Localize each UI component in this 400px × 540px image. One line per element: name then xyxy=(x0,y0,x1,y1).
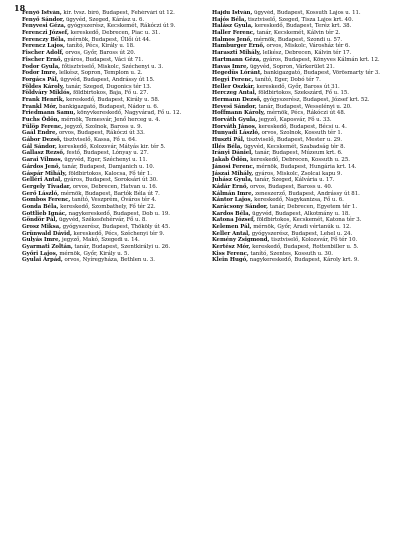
directory-entry xyxy=(22,90,202,96)
entry-detail: földbirtokos, Kecskemét, Katona tér 3. xyxy=(256,217,362,224)
entry-detail: orvos, Szolnok, Kossuth tér 1. xyxy=(261,130,343,137)
entry-detail: lelkész, Debrecen, Kálvin tér 17. xyxy=(262,50,352,57)
entry-detail: mérnök, Budapest, Bartók Béla út 7. xyxy=(60,190,160,197)
entry-name: Fenyő István, xyxy=(22,10,62,16)
entry-detail: kereskedő, Budapest, Király u. 58. xyxy=(65,96,160,103)
entry-name: Gerő László, xyxy=(22,190,60,197)
directory-entry xyxy=(212,77,392,83)
entry-detail: bankigazgató, Budapest, Vörösmarty tér 3. xyxy=(263,70,380,77)
directory-entry xyxy=(22,164,202,170)
entry-name: Horváth Gyula, xyxy=(212,117,258,123)
directory-entry xyxy=(212,57,392,63)
entry-name: Hamburger Ernő, xyxy=(212,43,265,50)
directory-entry xyxy=(212,117,392,123)
directory-entry xyxy=(212,97,392,103)
entry-name: Fischer Ernő, xyxy=(22,56,63,63)
entry-name: Hevesi Sándor, xyxy=(212,103,257,110)
directory-entry xyxy=(212,130,392,136)
page-number: 18 xyxy=(14,3,26,13)
entry-name: Fodor Imre, xyxy=(22,70,58,77)
entry-name: Juhász Gyula, xyxy=(212,177,253,184)
entry-name: Forgács Pál, xyxy=(22,76,59,83)
directory-entry xyxy=(22,23,202,29)
entry-name: Jakab Ödön, xyxy=(212,157,249,164)
entry-name: Halmos Jenő, xyxy=(212,36,252,43)
entry-detail: jegyző, Makó, Szegedi u. 14. xyxy=(61,237,140,244)
entry-name: Frank Henrik, xyxy=(22,96,65,103)
entry-detail: gyáros, Budapest, Váci út 71. xyxy=(64,56,144,63)
entry-name: Heller Oszkár, xyxy=(212,83,255,90)
entry-detail: lelkész, Sopron, Templom u. 2. xyxy=(59,70,143,77)
entry-name: Gyulai Árpád, xyxy=(22,257,63,264)
entry-name: Husztí Pál, xyxy=(212,137,245,144)
directory-entry xyxy=(22,57,202,63)
entry-name: Földes Károly, xyxy=(22,83,65,90)
directory-entry xyxy=(212,204,392,210)
directory-entry xyxy=(212,104,392,110)
entry-detail: gyáros, Miskolc, Zsolcai kapu 9. xyxy=(254,170,343,177)
entry-name: Ferenczy Béla, xyxy=(22,36,66,43)
directory-entry xyxy=(22,84,202,90)
entry-name: Gáspár Mihály, xyxy=(22,170,67,177)
directory-entry xyxy=(22,184,202,190)
directory-entry xyxy=(22,237,202,243)
directory-entry xyxy=(212,64,392,70)
entry-name: Földváry Miklós, xyxy=(22,90,72,97)
entry-name: Fülöp Ferenc, xyxy=(22,123,63,130)
entry-name: Hermann Dezső, xyxy=(212,96,262,103)
entry-detail: gyógyszerész, Kecskemét, Rákóczi út 9. xyxy=(67,23,176,30)
entry-detail: mérnök, Budapest, Szondi u. 57. xyxy=(253,36,343,43)
entry-detail: mérnök, Budapest, Hungária krt. 14. xyxy=(256,163,357,170)
entry-detail: tanár, Budapest, Wesselényi u. 20. xyxy=(258,103,352,110)
entry-detail: tanár, Debrecen, Egyetem tér 1. xyxy=(269,203,358,210)
entry-detail: gyáros, Budapest, Soroksári út 30. xyxy=(63,177,158,184)
entry-detail: kereskedő, Szombathely, Fő tér 22. xyxy=(60,203,156,210)
directory-entry xyxy=(22,150,202,156)
entry-name: Fischer Adolf, xyxy=(22,50,64,57)
entry-detail: földbirtokos, Szekszárd, Fő u. 15. xyxy=(258,90,349,97)
directory-entry xyxy=(212,30,392,36)
entry-detail: orvos, Miskolc, Városház tér 6. xyxy=(266,43,351,50)
entry-name: Jászai Mihály, xyxy=(212,170,254,177)
entry-name: Havas Imre, xyxy=(212,63,249,70)
entry-name: Hajdu István, xyxy=(212,10,253,16)
entry-name: Haller Ferenc, xyxy=(212,30,255,37)
entry-name: Gál Sándor, xyxy=(22,143,57,150)
directory-entry xyxy=(22,77,202,83)
entry-detail: bankigazgató, Budapest, Nádor u. 6. xyxy=(59,103,159,110)
entry-detail: gyógyszerész, Budapest, József krt. 52. xyxy=(263,96,370,103)
entry-name: Illés Béla, xyxy=(212,143,243,150)
entry-detail: gyógyszerész, Budapest, Lehel u. 24. xyxy=(251,230,353,237)
entry-name: Kálmán Imre, xyxy=(212,190,254,197)
entry-name: Jánosi Ferenc, xyxy=(212,163,255,170)
entry-detail: tisztviselő, Kassa, Fő u. 64. xyxy=(63,137,137,144)
right-column xyxy=(212,10,392,532)
entry-name: Gábor Dezső, xyxy=(22,137,62,144)
entry-name: Halász Gyula, xyxy=(212,23,253,30)
entry-detail: orvos, Budapest, Rákóczi út 33. xyxy=(58,130,145,137)
entry-detail: jegyző, Szolnok, Baross u. 9. xyxy=(64,123,143,130)
directory-entry xyxy=(212,84,392,90)
entry-detail: gyógyszerész, Budapest, Thököly út 45. xyxy=(62,224,171,230)
entry-name: Hegedüs Lóránt, xyxy=(212,70,263,77)
entry-detail: gyáros, Budapest, Könyves Kálmán krt. 12. xyxy=(262,56,380,63)
entry-detail: tisztviselő, Szeged, Tisza Lajos krt. 40. xyxy=(247,16,354,23)
entry-detail: orvos, Debrecen, Hatvan u. 16. xyxy=(72,183,158,190)
entry-name: Gombos Ferenc, xyxy=(22,197,71,204)
directory-entry xyxy=(212,70,392,76)
directory-entry xyxy=(22,64,202,70)
directory-entry xyxy=(212,197,392,203)
entry-detail: ügyvéd, Budapest, Kossuth Lajos u. 11. xyxy=(254,10,361,16)
entry-detail: kir. tvsz. bíró, Budapest, Fehérvári út 12. xyxy=(63,10,175,16)
directory-entry xyxy=(212,217,392,223)
directory-entry xyxy=(212,237,392,243)
entry-name: Hegyi Ferenc, xyxy=(212,76,254,83)
entry-detail: tanító, Veszprém, Óváros tér 4. xyxy=(71,197,157,204)
entry-detail: kereskedő, Budapest, Bécsi u. 4. xyxy=(258,123,347,130)
entry-detail: kereskedő, Nagykanizsa, Fő u. 6. xyxy=(254,197,344,204)
entry-detail: kereskedő, Budapest, Teréz krt. 38. xyxy=(254,23,352,30)
entry-detail: mérnök, Budapest, Üllői út 44. xyxy=(67,36,151,43)
directory-entry xyxy=(212,150,392,156)
directory-entry xyxy=(22,197,202,203)
directory-entry xyxy=(212,191,392,197)
entry-detail: festő, Budapest, Lónyay u. 27. xyxy=(66,150,149,157)
entry-detail: tanár, Budapest, Szentkirályi u. 26. xyxy=(74,244,171,251)
directory-entry xyxy=(212,10,392,16)
directory-entry xyxy=(212,211,392,217)
entry-name: Gergely Tivadar, xyxy=(22,183,72,190)
entry-detail: tanár, Szeged, Kálvária u. 17. xyxy=(254,177,335,184)
directory-entry xyxy=(212,157,392,163)
entry-detail: mérnök, Pécs, Rákóczi út 48. xyxy=(266,110,346,117)
entry-detail: mérnök, Győr, Király u. 5. xyxy=(59,250,130,257)
entry-detail: nagykereskedő, Budapest, Károly krt. 9. xyxy=(249,257,359,264)
directory-entry xyxy=(212,164,392,170)
entry-detail: tisztviselő, Kolozsvár, Fő tér 10. xyxy=(271,237,358,244)
entry-detail: kereskedő, Debrecen, Piac u. 31. xyxy=(70,30,161,37)
directory-entry xyxy=(22,117,202,123)
entry-name: Fenyő Sándor, xyxy=(22,16,65,23)
directory-entry xyxy=(212,244,392,250)
directory-entry xyxy=(22,171,202,177)
entry-detail: ügyvéd, Kecskemét, Szabadság tér 8. xyxy=(243,143,346,150)
entry-name: Kemény Zsigmond, xyxy=(212,237,270,244)
entry-detail: tanító, Szentes, Kossuth u. 30. xyxy=(250,250,333,257)
entry-name: Gottlieb Ignác, xyxy=(22,210,67,217)
entry-name: Haraszti Mihály, xyxy=(212,50,262,57)
entry-detail: tanár, Budapest, Damjanich u. 10. xyxy=(62,163,155,170)
entry-detail: ügyvéd, Szeged, Kárász u. 6. xyxy=(65,16,145,23)
directory-entry xyxy=(22,10,202,16)
entry-name: Gonda Béla, xyxy=(22,203,59,210)
entry-name: Irányi Dániel, xyxy=(212,150,254,157)
entry-name: Fenyvesi Géza, xyxy=(22,23,66,30)
entry-name: Keller Antal, xyxy=(212,230,250,237)
directory-entry xyxy=(212,50,392,56)
entry-name: Göndör Pál, xyxy=(22,217,58,224)
entry-detail: nagykereskedő, Budapest, Dob u. 19. xyxy=(68,210,170,217)
left-column xyxy=(22,10,202,532)
entry-detail: mérnök, Győr, Aradi vértanúk u. 12. xyxy=(253,224,351,230)
entry-detail: zeneszerző, Budapest, Andrássy út 81. xyxy=(255,190,360,197)
entry-name: Garai Vilmos, xyxy=(22,157,63,164)
directory-entry xyxy=(212,137,392,143)
entry-detail: mérnök, Temesvár, Jenő herceg u. 4. xyxy=(61,117,161,123)
directory-entry xyxy=(22,50,202,56)
entry-name: Hartmann Géza, xyxy=(212,56,262,63)
directory-entry xyxy=(22,70,202,76)
entry-name: Friedmann Samu, xyxy=(22,110,76,117)
directory-entry xyxy=(22,43,202,49)
entry-detail: ügyvéd, Sopron, Várkerület 21. xyxy=(249,63,335,70)
entry-name: Frankl Mór, xyxy=(22,103,58,110)
entry-name: Grünwald Dávid, xyxy=(22,230,72,237)
entry-detail: tanító, Eger, Dobó tér 7. xyxy=(255,76,321,83)
directory-entry xyxy=(22,224,202,230)
entry-name: Hunyadi László, xyxy=(212,130,260,137)
directory-entry xyxy=(22,204,202,210)
entry-name: Fodor Gyula, xyxy=(22,63,61,70)
entry-detail: földbirtokos, Baja, Fő u. 27. xyxy=(73,90,149,97)
entry-columns xyxy=(22,10,392,532)
entry-detail: tanító, Pécs, Király u. 18. xyxy=(66,43,135,50)
directory-entry xyxy=(22,110,202,116)
entry-detail: jegyző, Kaposvár, Fő u. 33. xyxy=(258,117,332,123)
directory-entry xyxy=(212,110,392,116)
entry-detail: tanár, Kecskemét, Kálvin tér 2. xyxy=(256,30,341,37)
entry-name: Horváth János, xyxy=(212,123,257,130)
entry-detail: ügyvéd, Székesfehérvár, Fő u. 8. xyxy=(59,217,147,224)
entry-detail: kereskedő, Debrecen, Kossuth u. 25. xyxy=(250,157,350,164)
entry-name: Fuchs Ödön, xyxy=(22,117,60,123)
directory-entry xyxy=(212,23,392,29)
entry-detail: kereskedő, Budapest, Rottenbiller u. 5. xyxy=(252,244,359,251)
entry-name: Ferenczi József, xyxy=(22,30,69,37)
directory-entry xyxy=(22,104,202,110)
entry-name: Kádár Ernő, xyxy=(212,183,249,190)
entry-name: Katona József, xyxy=(212,217,256,224)
directory-entry xyxy=(212,257,392,263)
entry-name: Gyarmati Zoltán, xyxy=(22,244,73,251)
entry-name: Kelemen Pál, xyxy=(212,224,252,230)
entry-name: Gallasz Rezső, xyxy=(22,150,65,157)
directory-entry xyxy=(212,177,392,183)
directory-entry xyxy=(22,157,202,163)
entry-name: Győri Lajos, xyxy=(22,250,58,257)
entry-detail: kereskedő, Kolozsvár, Mátyás kir. tér 5. xyxy=(58,143,166,150)
entry-detail: orvos, Nyíregyháza, Bethlen u. 3. xyxy=(64,257,155,264)
directory-entry xyxy=(212,224,392,230)
entry-name: Gelléri Antal, xyxy=(22,177,63,184)
entry-name: Karácsony Sándor, xyxy=(212,203,269,210)
directory-entry xyxy=(22,257,202,263)
entry-detail: kereskedő, Pécs, Széchenyi tér 9. xyxy=(73,230,165,237)
entry-name: Gulyás Imre, xyxy=(22,237,61,244)
entry-name: Kardos Béla, xyxy=(212,210,251,217)
entry-detail: orvos, Budapest, Baross u. 40. xyxy=(249,183,333,190)
directory-entry xyxy=(22,191,202,197)
entry-detail: ügyvéd, Budapest, Andrássy út 15. xyxy=(60,76,155,83)
entry-detail: tanár, Budapest, Múzeum krt. 6. xyxy=(254,150,343,157)
directory-entry xyxy=(212,43,392,49)
entry-name: Grosz Miksa, xyxy=(22,224,61,230)
entry-name: Kertész Mór, xyxy=(212,244,251,251)
entry-detail: tisztviselő, Budapest, Mester u. 29. xyxy=(246,137,343,144)
entry-name: Kántor Lajos, xyxy=(212,197,253,204)
directory-entry xyxy=(22,211,202,217)
entry-detail: földbirtokos, Kalocsa, Fő tér 1. xyxy=(68,170,152,177)
entry-detail: ügyvéd, Budapest, Alkotmány u. 18. xyxy=(252,210,350,217)
entry-name: Kiss Ferenc, xyxy=(212,250,249,257)
entry-detail: tanár, Szeged, Dugonics tér 13. xyxy=(65,83,152,90)
directory-entry xyxy=(212,171,392,177)
entry-detail: könyvkereskedő, Nagyvárad, Fő u. 12. xyxy=(77,110,182,117)
entry-detail: ügyvéd, Eger, Széchenyi u. 11. xyxy=(64,157,148,164)
entry-name: Herczeg Antal, xyxy=(212,90,257,97)
directory-entry xyxy=(22,130,202,136)
entry-detail: kereskedő, Győr, Baross út 31. xyxy=(256,83,340,90)
entry-detail: orvos, Győr, Baross út 20. xyxy=(65,50,136,57)
directory-entry xyxy=(22,30,202,36)
directory-entry xyxy=(212,184,392,190)
entry-name: Hoffmann Károly, xyxy=(212,110,266,117)
entry-name: Ferencz Lajos, xyxy=(22,43,65,50)
entry-name: Gaál Endre, xyxy=(22,130,58,137)
directory-entry xyxy=(22,97,202,103)
entry-detail: főtisztviselő, Miskolc, Széchenyi u. 3. xyxy=(61,63,164,70)
directory-entry xyxy=(22,177,202,183)
directory-entry xyxy=(22,137,202,143)
directory-entry xyxy=(212,90,392,96)
directory-entry xyxy=(22,244,202,250)
entry-name: Hajós Béla, xyxy=(212,16,247,23)
entry-name: Gárdos Jenő, xyxy=(22,163,61,170)
entry-name: Klein Hugó, xyxy=(212,257,249,264)
directory-entry xyxy=(22,217,202,223)
